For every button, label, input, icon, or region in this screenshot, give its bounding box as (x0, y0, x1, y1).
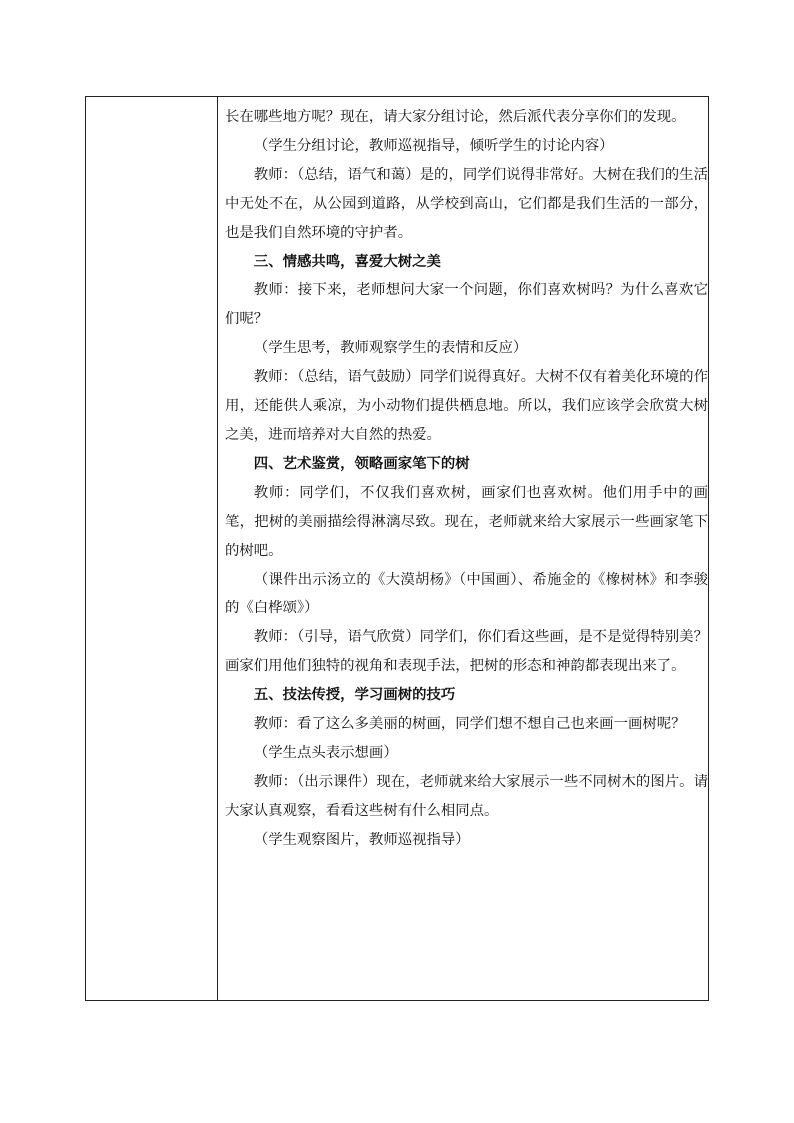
paragraph-9: 教师：同学们，不仅我们喜欢树，画家们也喜欢树。他们用手中的画笔，把树的美丽描绘得淋漓尽致。现在，老师就来给大家展示一些画家笔下的树吧。 (225, 484, 708, 559)
section-heading-3: 三、情感共鸣，喜爱大树之美 (253, 252, 441, 270)
lesson-table (85, 96, 709, 1001)
paragraph-3: 教师：（总结，语气和蔼）是的，同学们说得非常好。大树在我们的生活中无处不在，从公园到道路，从学校到高山，它们都是我们生活的一部分，也是我们自然环境的守护者。 (225, 166, 708, 241)
table-left-cell (86, 97, 218, 1000)
paragraph-7: 教师：（总结，语气鼓励）同学们说得真好。大树不仅有着美化环境的作用，还能供人乘凉，为小动物们提供栖息地。所以，我们应该学会欣赏大树之美，进而培养对大自然的热爱。 (225, 369, 708, 443)
paragraph-2: （学生分组讨论，教师巡视指导，倾听学生的讨论内容） (253, 137, 614, 154)
paragraph-10: （课件出示汤立的《大漠胡杨》（中国画）、希施金的《橡树林》和李骏的《白桦颂》） (225, 571, 708, 617)
table-content-cell (219, 97, 708, 855)
paragraph-16: （学生观察图片，教师巡视指导） (253, 831, 470, 848)
section-heading-4: 四、艺术鉴赏，领略画家笔下的树 (253, 454, 470, 472)
paragraph-11: 教师：（引导，语气欣赏）同学们，你们看这些画，是不是觉得特别美？画家们用他们独特的视角和表现手法，把树的形态和神韵都表现出来了。 (225, 629, 708, 675)
paragraph-5: 教师：接下来，老师想问大家一个问题，你们喜欢树吗？为什么喜欢它们呢？ (225, 282, 708, 328)
paragraph-15: 教师：（出示课件）现在，老师就来给大家展示一些不同树木的图片。请大家认真观察，看看这些树有什么相同点。 (225, 773, 708, 819)
paragraph-14: （学生点头表示想画） (253, 744, 398, 761)
paragraph-6: （学生思考，教师观察学生的表情和反应） (253, 340, 528, 357)
paragraph-13: 教师：看了这么多美丽的树画，同学们想不想自己也来画一画树呢？ (253, 716, 686, 733)
paragraph-1: 长在哪些地方呢？现在，请大家分组讨论，然后派代表分享你们的发现。 (225, 109, 686, 125)
section-heading-5: 五、技法传授，学习画树的技巧 (253, 686, 456, 704)
